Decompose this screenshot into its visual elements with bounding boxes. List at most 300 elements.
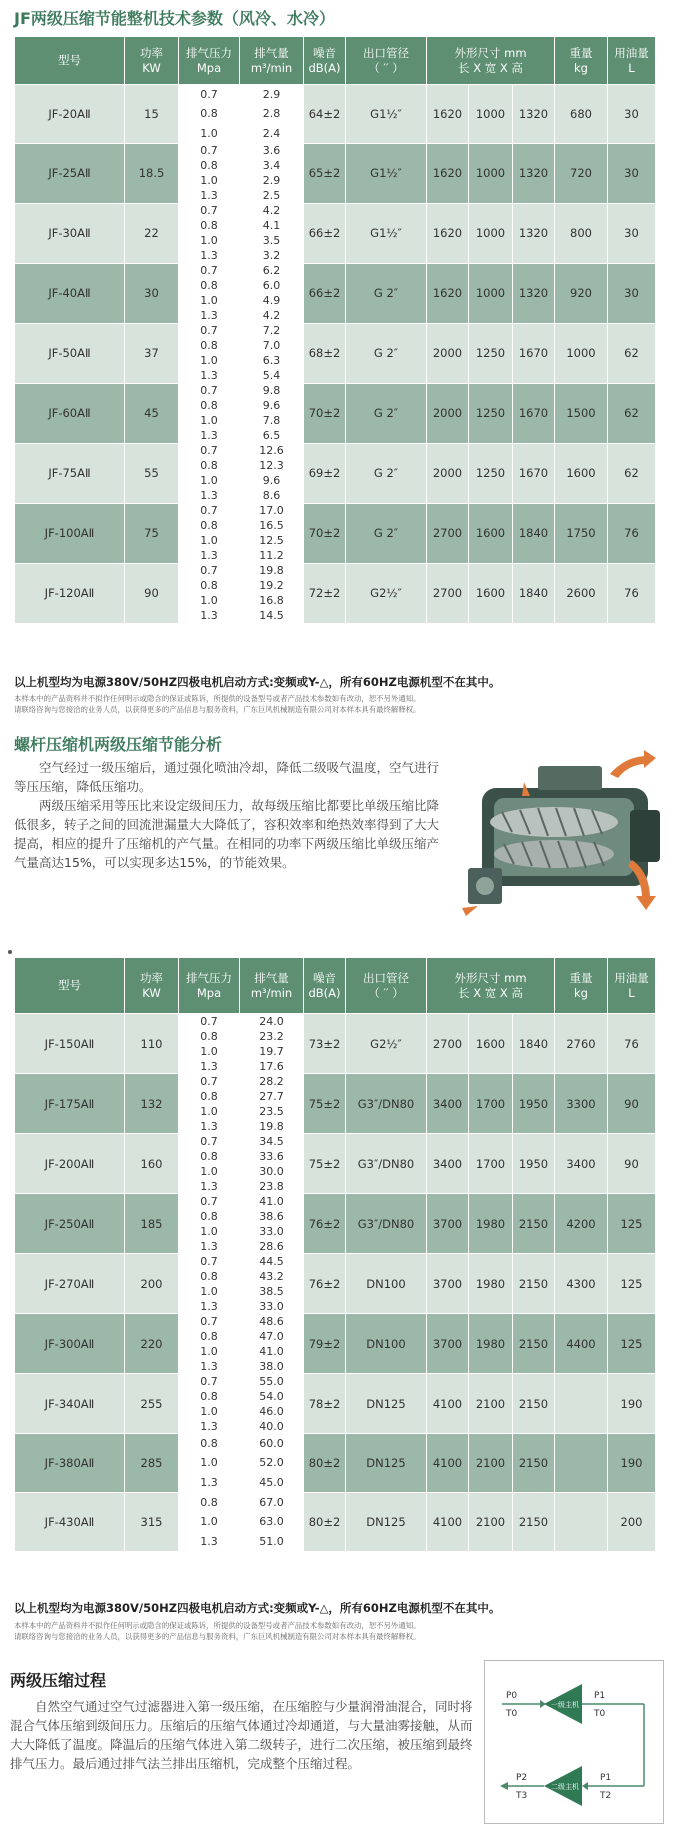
cell-pressure: 1.0 (179, 1284, 240, 1299)
cell-flow: 33.0 (240, 1224, 304, 1239)
col-model: 型号 (15, 37, 125, 85)
cell-h: 2150 (513, 1374, 555, 1434)
process-title: 两级压缩过程 (10, 1671, 107, 1690)
cell-noise: 79±2 (304, 1314, 346, 1374)
cell-pressure: 1.0 (179, 233, 240, 248)
cell-h: 1670 (513, 383, 555, 443)
cell-flow: 2.4 (240, 124, 304, 144)
cell-model: JF-40AⅡ (15, 263, 125, 323)
cell-model: JF-60AⅡ (15, 383, 125, 443)
cell-flow: 5.4 (240, 368, 304, 383)
cell-pressure: 0.7 (179, 383, 240, 398)
cell-weight: 680 (555, 85, 608, 144)
cell-power: 75 (125, 503, 179, 563)
cell-w: 1000 (469, 263, 513, 323)
cell-pressure: 1.3 (179, 1119, 240, 1134)
cell-weight: 2760 (555, 1014, 608, 1074)
spec-table-2 (14, 957, 656, 1552)
cell-l: 2700 (427, 503, 469, 563)
cell-pressure: 0.8 (179, 278, 240, 293)
cell-weight: 1000 (555, 323, 608, 383)
table-row (15, 263, 656, 278)
cell-oil: 76 (608, 503, 656, 563)
table-row (15, 1434, 656, 1454)
disclaimer-1: 本样本中的产品资料并不拟作任何明示或隐含的保证或陈诉，所提供的设备型号或者产品技术参数如有改动，恕不另外通知。 请联络咨询与您接洽的业务人员，以获得更多的产品信息与服务资料，广东巨风机械制造有限公司对本样本具有最终解释权。 (14, 694, 421, 714)
cell-l: 2000 (427, 443, 469, 503)
cell-pressure: 1.0 (179, 1453, 240, 1473)
cell-pressure: 0.8 (179, 338, 240, 353)
cell-outlet: DN100 (346, 1254, 427, 1314)
cell-flow: 41.0 (240, 1194, 304, 1209)
cell-flow: 9.6 (240, 473, 304, 488)
cell-weight (555, 1374, 608, 1434)
cell-w: 1600 (469, 1014, 513, 1074)
cell-outlet: DN125 (346, 1492, 427, 1551)
cell-pressure: 1.3 (179, 608, 240, 623)
cell-noise: 75±2 (304, 1074, 346, 1134)
cell-flow: 60.0 (240, 1434, 304, 1454)
cell-noise: 70±2 (304, 503, 346, 563)
cell-h: 1320 (513, 143, 555, 203)
cell-oil: 125 (608, 1254, 656, 1314)
cell-outlet: G 2″ (346, 503, 427, 563)
cell-pressure: 0.8 (179, 578, 240, 593)
cell-flow: 2.9 (240, 173, 304, 188)
cell-flow: 19.2 (240, 578, 304, 593)
cell-h: 1670 (513, 443, 555, 503)
cell-w: 1250 (469, 383, 513, 443)
cell-outlet: G1½″ (346, 143, 427, 203)
cell-pressure: 0.7 (179, 85, 240, 105)
cell-pressure: 0.8 (179, 1434, 240, 1454)
cell-flow: 38.6 (240, 1209, 304, 1224)
cell-flow: 54.0 (240, 1389, 304, 1404)
cell-power: 185 (125, 1194, 179, 1254)
cell-outlet: G 2″ (346, 443, 427, 503)
cell-noise: 80±2 (304, 1434, 346, 1493)
diagram-stage1-label: 一级主机 (551, 1701, 579, 1709)
table-row (15, 503, 656, 518)
diagram-p1-bottom: P1 (600, 1773, 612, 1783)
cell-l: 3400 (427, 1134, 469, 1194)
analysis-title: 螺杆压缩机两级压缩节能分析 (14, 735, 223, 754)
cell-pressure: 0.8 (179, 1209, 240, 1224)
cell-pressure: 1.3 (179, 548, 240, 563)
cell-power: 15 (125, 85, 179, 144)
col-oil: 用油量 L (608, 37, 656, 85)
cell-w: 2100 (469, 1374, 513, 1434)
col-dimensions: 外形尺寸 mm 长 X 宽 X 高 (427, 958, 555, 1014)
cell-flow: 2.9 (240, 85, 304, 105)
cell-pressure: 0.7 (179, 263, 240, 278)
cell-noise: 78±2 (304, 1374, 346, 1434)
cell-flow: 6.5 (240, 428, 304, 443)
cell-model: JF-30AⅡ (15, 203, 125, 263)
cell-power: 255 (125, 1374, 179, 1434)
cell-power: 315 (125, 1492, 179, 1551)
cell-h: 1950 (513, 1134, 555, 1194)
cell-pressure: 1.3 (179, 368, 240, 383)
cell-pressure: 0.7 (179, 323, 240, 338)
cell-pressure: 1.0 (179, 1512, 240, 1532)
cell-weight: 1500 (555, 383, 608, 443)
cell-flow: 2.5 (240, 188, 304, 203)
cell-model: JF-200AⅡ (15, 1134, 125, 1194)
cell-flow: 28.6 (240, 1239, 304, 1254)
cell-w: 1700 (469, 1134, 513, 1194)
cell-pressure: 1.0 (179, 173, 240, 188)
cell-h: 2150 (513, 1194, 555, 1254)
note-main-2: 以上机型均为电源380V/50HZ四极电机启动方式:变频或Y-△，所有60HZ电源机型不在其中。 (14, 1601, 501, 1615)
process-paragraph: 自然空气通过空气过滤器进入第一级压缩，在压缩腔与少量润滑油混合，同时将混合气体压缩到级间压力。压缩后的压缩气体通过冷却通道，与大量油雾接触，从而大大降低了温度。降温后的压缩气体进入第二级转子，进行二次压缩，被压缩到最终排气压力。最后通过排气法兰排出压缩机，完成整个压缩过程。 (10, 1699, 473, 1771)
cell-model: JF-25AⅡ (15, 143, 125, 203)
cell-flow: 23.2 (240, 1029, 304, 1044)
cell-l: 2000 (427, 383, 469, 443)
cell-flow: 4.2 (240, 308, 304, 323)
cell-w: 1000 (469, 143, 513, 203)
cell-flow: 16.8 (240, 593, 304, 608)
cell-h: 2150 (513, 1254, 555, 1314)
cell-flow: 33.6 (240, 1149, 304, 1164)
cell-model: JF-270AⅡ (15, 1254, 125, 1314)
cell-h: 2150 (513, 1492, 555, 1551)
cell-noise: 75±2 (304, 1134, 346, 1194)
cell-power: 200 (125, 1254, 179, 1314)
cell-h: 1840 (513, 503, 555, 563)
cell-power: 90 (125, 563, 179, 623)
cell-flow: 6.0 (240, 278, 304, 293)
cell-outlet: DN125 (346, 1434, 427, 1493)
cell-flow: 23.5 (240, 1104, 304, 1119)
cell-oil: 30 (608, 203, 656, 263)
col-outlet: 出口管径 （ ′′ ） (346, 958, 427, 1014)
cell-flow: 14.5 (240, 608, 304, 623)
cell-pressure: 1.0 (179, 1104, 240, 1119)
col-oil: 用油量 L (608, 958, 656, 1014)
cell-flow: 7.0 (240, 338, 304, 353)
cell-pressure: 1.3 (179, 1359, 240, 1374)
cell-pressure: 1.0 (179, 1164, 240, 1179)
cell-h: 2150 (513, 1314, 555, 1374)
cell-pressure: 1.0 (179, 353, 240, 368)
cell-oil: 30 (608, 143, 656, 203)
cell-pressure: 0.7 (179, 1254, 240, 1269)
cell-pressure: 1.0 (179, 533, 240, 548)
page-title: JF两级压缩节能整机技术参数（风冷、水冷） (14, 9, 335, 28)
cell-outlet: G2½″ (346, 563, 427, 623)
cell-flow: 38.5 (240, 1284, 304, 1299)
cell-l: 4100 (427, 1374, 469, 1434)
cell-flow: 8.6 (240, 488, 304, 503)
cell-pressure: 0.7 (179, 143, 240, 158)
cell-h: 1840 (513, 563, 555, 623)
cell-h: 1320 (513, 263, 555, 323)
cell-w: 1600 (469, 563, 513, 623)
cell-flow: 67.0 (240, 1492, 304, 1512)
cell-l: 2700 (427, 1014, 469, 1074)
cell-flow: 19.8 (240, 1119, 304, 1134)
cell-pressure: 0.7 (179, 203, 240, 218)
cell-flow: 38.0 (240, 1359, 304, 1374)
cell-flow: 4.2 (240, 203, 304, 218)
diagram-t3: T3 (516, 1791, 528, 1801)
cell-weight: 800 (555, 203, 608, 263)
cell-pressure: 1.3 (179, 1059, 240, 1074)
cell-outlet: DN125 (346, 1374, 427, 1434)
cell-flow: 51.0 (240, 1532, 304, 1552)
cell-pressure: 1.0 (179, 473, 240, 488)
cell-pressure: 0.7 (179, 1134, 240, 1149)
col-model: 型号 (15, 958, 125, 1014)
cell-l: 1620 (427, 203, 469, 263)
cell-outlet: G3″/DN80 (346, 1074, 427, 1134)
cell-pressure: 0.7 (179, 503, 240, 518)
cell-pressure: 0.7 (179, 1314, 240, 1329)
cell-oil: 125 (608, 1194, 656, 1254)
cell-power: 160 (125, 1134, 179, 1194)
cell-weight: 4200 (555, 1194, 608, 1254)
cell-w: 1980 (469, 1314, 513, 1374)
cell-noise: 66±2 (304, 263, 346, 323)
cell-flow: 7.8 (240, 413, 304, 428)
table-row (15, 1254, 656, 1269)
table-row (15, 1194, 656, 1209)
cell-noise: 66±2 (304, 203, 346, 263)
cell-noise: 70±2 (304, 383, 346, 443)
cell-weight (555, 1434, 608, 1493)
cell-outlet: DN100 (346, 1314, 427, 1374)
table-row (15, 1074, 656, 1089)
cell-pressure: 0.8 (179, 458, 240, 473)
cell-flow: 45.0 (240, 1473, 304, 1493)
table-row (15, 323, 656, 338)
cell-pressure: 1.3 (179, 1179, 240, 1194)
cell-outlet: G3″/DN80 (346, 1194, 427, 1254)
cell-power: 45 (125, 383, 179, 443)
col-noise: 噪音 dB(A) (304, 958, 346, 1014)
two-stage-diagram (484, 1660, 664, 1824)
cell-oil: 190 (608, 1374, 656, 1434)
col-noise: 噪音 dB(A) (304, 37, 346, 85)
cell-flow: 9.6 (240, 398, 304, 413)
cell-noise: 72±2 (304, 563, 346, 623)
cell-noise: 76±2 (304, 1194, 346, 1254)
cell-oil: 90 (608, 1134, 656, 1194)
cell-pressure: 0.8 (179, 1492, 240, 1512)
cell-weight: 2600 (555, 563, 608, 623)
cell-noise: 65±2 (304, 143, 346, 203)
cell-model: JF-120AⅡ (15, 563, 125, 623)
cell-flow: 16.5 (240, 518, 304, 533)
cell-pressure: 1.0 (179, 593, 240, 608)
cell-l: 4100 (427, 1434, 469, 1493)
cell-flow: 4.1 (240, 218, 304, 233)
cell-pressure: 0.7 (179, 1374, 240, 1389)
cell-l: 1620 (427, 263, 469, 323)
cell-flow: 41.0 (240, 1344, 304, 1359)
cell-noise: 80±2 (304, 1492, 346, 1551)
cell-power: 18.5 (125, 143, 179, 203)
cell-w: 1980 (469, 1254, 513, 1314)
cell-oil: 62 (608, 323, 656, 383)
cell-flow: 40.0 (240, 1419, 304, 1434)
table-row (15, 1134, 656, 1149)
cell-model: JF-175AⅡ (15, 1074, 125, 1134)
cell-pressure: 1.3 (179, 428, 240, 443)
table-row (15, 1374, 656, 1389)
cell-flow: 19.8 (240, 563, 304, 578)
cell-outlet: G1½″ (346, 203, 427, 263)
cell-l: 2000 (427, 323, 469, 383)
analysis-paragraph-1: 空气经过一级压缩后，通过强化喷油冷却，降低二级吸气温度，空气进行等压压缩，降低压缩功。 (14, 760, 440, 794)
note-main-1: 以上机型均为电源380V/50HZ四极电机启动方式:变频或Y-△，所有60HZ电源机型不在其中。 (14, 675, 501, 689)
cell-pressure: 0.8 (179, 518, 240, 533)
cell-noise: 64±2 (304, 85, 346, 144)
cell-flow: 47.0 (240, 1329, 304, 1344)
cell-w: 1000 (469, 85, 513, 144)
cell-h: 1320 (513, 85, 555, 144)
col-weight: 重量 kg (555, 958, 608, 1014)
cell-outlet: G 2″ (346, 263, 427, 323)
cell-flow: 55.0 (240, 1374, 304, 1389)
table-row (15, 203, 656, 218)
cell-pressure: 1.3 (179, 308, 240, 323)
diagram-p0: P0 (506, 1691, 518, 1701)
spec-table-1 (14, 36, 656, 624)
cell-model: JF-340AⅡ (15, 1374, 125, 1434)
diagram-t0-out: T0 (594, 1709, 606, 1719)
cell-w: 2100 (469, 1492, 513, 1551)
cell-power: 37 (125, 323, 179, 383)
cell-flow: 19.7 (240, 1044, 304, 1059)
table-row (15, 1314, 656, 1329)
cell-flow: 2.8 (240, 104, 304, 124)
cell-flow: 3.6 (240, 143, 304, 158)
cell-power: 55 (125, 443, 179, 503)
cell-flow: 6.2 (240, 263, 304, 278)
cell-flow: 27.7 (240, 1089, 304, 1104)
cell-weight: 720 (555, 143, 608, 203)
cell-oil: 62 (608, 383, 656, 443)
table-row (15, 563, 656, 578)
cell-weight (555, 1492, 608, 1551)
cell-weight: 4400 (555, 1314, 608, 1374)
cell-pressure: 1.0 (179, 293, 240, 308)
col-flow: 排气量 m³/min (240, 37, 304, 85)
cell-model: JF-380AⅡ (15, 1434, 125, 1493)
cell-l: 3400 (427, 1074, 469, 1134)
cell-pressure: 0.8 (179, 1089, 240, 1104)
cell-flow: 11.2 (240, 548, 304, 563)
cell-pressure: 0.8 (179, 218, 240, 233)
cell-h: 1950 (513, 1074, 555, 1134)
cell-flow: 9.8 (240, 383, 304, 398)
col-power: 功率 KW (125, 37, 179, 85)
cell-pressure: 0.7 (179, 1194, 240, 1209)
cell-pressure: 0.8 (179, 104, 240, 124)
diagram-stage2-label: 二级主机 (551, 1783, 579, 1791)
cell-pressure: 1.3 (179, 1473, 240, 1493)
cell-flow: 3.4 (240, 158, 304, 173)
cell-w: 1250 (469, 323, 513, 383)
cell-flow: 12.3 (240, 458, 304, 473)
cell-flow: 3.5 (240, 233, 304, 248)
cell-h: 1320 (513, 203, 555, 263)
cell-l: 2700 (427, 563, 469, 623)
cell-flow: 48.6 (240, 1314, 304, 1329)
compressor-illustration (460, 748, 682, 920)
cell-flow: 6.3 (240, 353, 304, 368)
cell-power: 220 (125, 1314, 179, 1374)
cell-model: JF-75AⅡ (15, 443, 125, 503)
cell-oil: 200 (608, 1492, 656, 1551)
cell-pressure: 1.0 (179, 1044, 240, 1059)
diagram-p2: P2 (516, 1773, 528, 1783)
cell-weight: 1600 (555, 443, 608, 503)
cell-pressure: 0.7 (179, 563, 240, 578)
col-outlet: 出口管径 （ ′′ ） (346, 37, 427, 85)
col-flow: 排气量 m³/min (240, 958, 304, 1014)
table-row (15, 143, 656, 158)
cell-pressure: 1.0 (179, 413, 240, 428)
cell-flow: 17.6 (240, 1059, 304, 1074)
cell-flow: 24.0 (240, 1014, 304, 1029)
cell-model: JF-150AⅡ (15, 1014, 125, 1074)
cell-l: 1620 (427, 143, 469, 203)
cell-noise: 73±2 (304, 1014, 346, 1074)
diagram-t0-in: T0 (506, 1709, 518, 1719)
table-row (15, 383, 656, 398)
cell-flow: 63.0 (240, 1512, 304, 1532)
cell-w: 1000 (469, 203, 513, 263)
cell-outlet: G 2″ (346, 383, 427, 443)
cell-w: 1700 (469, 1074, 513, 1134)
cell-pressure: 0.8 (179, 1389, 240, 1404)
cell-pressure: 1.3 (179, 1532, 240, 1552)
cell-weight: 920 (555, 263, 608, 323)
cell-outlet: G2½″ (346, 1014, 427, 1074)
cell-power: 110 (125, 1014, 179, 1074)
cell-model: JF-300AⅡ (15, 1314, 125, 1374)
cell-outlet: G 2″ (346, 323, 427, 383)
cell-pressure: 0.7 (179, 443, 240, 458)
cell-flow: 12.6 (240, 443, 304, 458)
cell-flow: 12.5 (240, 533, 304, 548)
table-row (15, 1014, 656, 1029)
cell-flow: 28.2 (240, 1074, 304, 1089)
cell-weight: 4300 (555, 1254, 608, 1314)
cell-pressure: 0.8 (179, 398, 240, 413)
page-dot (8, 950, 12, 954)
col-pressure: 排气压力 Mpa (179, 37, 240, 85)
cell-pressure: 1.0 (179, 124, 240, 144)
cell-oil: 90 (608, 1074, 656, 1134)
cell-power: 132 (125, 1074, 179, 1134)
cell-oil: 30 (608, 85, 656, 144)
cell-flow: 43.2 (240, 1269, 304, 1284)
cell-flow: 30.0 (240, 1164, 304, 1179)
cell-pressure: 1.0 (179, 1404, 240, 1419)
cell-flow: 33.0 (240, 1299, 304, 1314)
analysis-paragraph-2: 两级压缩采用等压比来设定级间压力，故每级压缩比都要比单级压缩比降低很多，转子之间的回流泄漏量大大降低了，容积效率和绝热效率得到了大大提高，相应的提升了压缩机的产气量。在相同的功率下两级压缩比单级压缩产气量高达15%，可以实现多达15%，的节能效果。 (14, 798, 440, 870)
table-row (15, 443, 656, 458)
cell-pressure: 0.8 (179, 1269, 240, 1284)
col-weight: 重量 kg (555, 37, 608, 85)
cell-w: 1250 (469, 443, 513, 503)
cell-outlet: G1½″ (346, 85, 427, 144)
cell-l: 3700 (427, 1194, 469, 1254)
cell-noise: 68±2 (304, 323, 346, 383)
